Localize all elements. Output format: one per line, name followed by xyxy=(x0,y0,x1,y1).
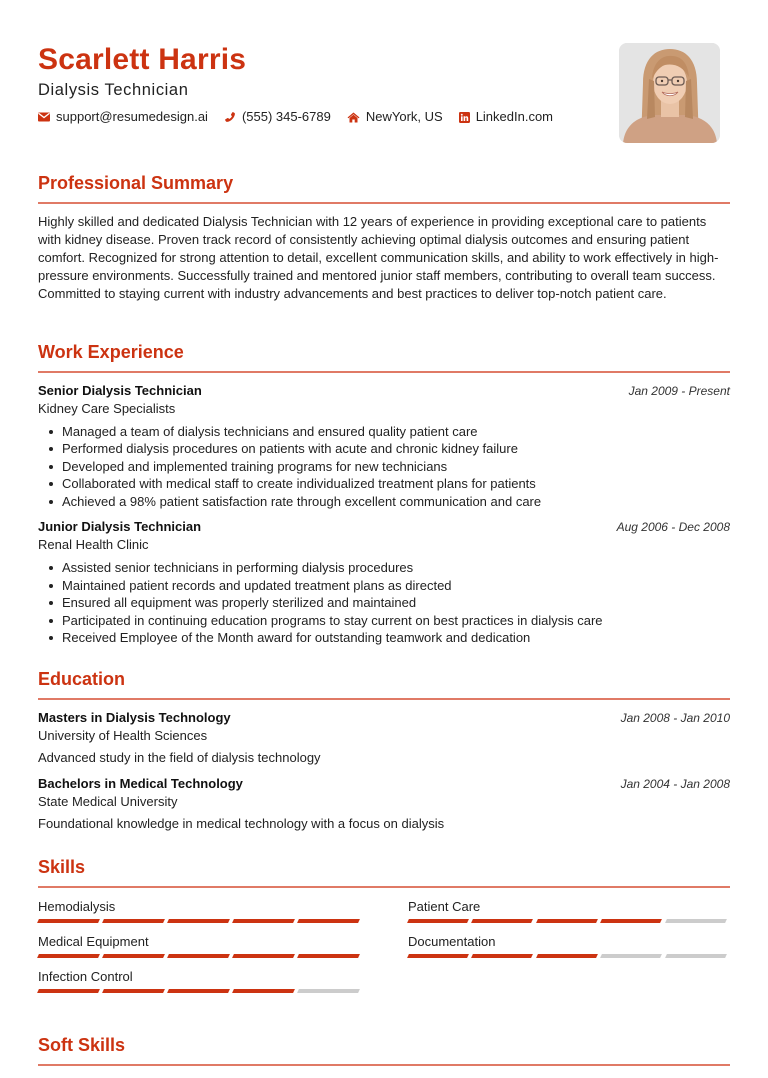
education-date: Jan 2008 - Jan 2010 xyxy=(620,710,730,725)
skill-segment-filled xyxy=(297,919,360,923)
skill-item xyxy=(38,968,408,994)
skill-segment-filled xyxy=(37,919,100,923)
section-divider xyxy=(38,698,730,700)
candidate-title: Dialysis Technician xyxy=(38,81,189,99)
home-icon xyxy=(347,112,360,123)
bullet-item: Assisted senior technicians in performing dialysis procedures xyxy=(48,559,730,577)
contact-row xyxy=(38,108,569,126)
skill-level-bar xyxy=(38,989,408,994)
summary-text: Highly skilled and dedicated Dialysis Technician with 12 years of experience in providing exceptional care to patients with kidney disease. Proven track record of consistently achieving optimal dialysis outcomes and ensuring patient comfort. Recognized for strong attention to detail, excellent communication skills, and ability to work effectively in high-pressure environments. Successfully trained and mentored junior staff members, contributing to overall team success. Committed to staying current with industry advancements and best practices to deliver top-notch patient care. xyxy=(38,213,719,301)
job-role: Junior Dialysis Technician xyxy=(38,519,202,534)
degree-name: Masters in Dialysis Technology xyxy=(38,709,231,725)
skill-segment-empty xyxy=(600,954,662,958)
job-bullets xyxy=(38,559,730,647)
portrait-illustration xyxy=(619,43,720,143)
summary-section xyxy=(38,172,730,303)
skill-segment-filled xyxy=(232,989,295,993)
experience-heading: Work Experience xyxy=(38,342,184,362)
bullet-item: Received Employee of the Month award for outstanding teamwork and dedication xyxy=(48,629,730,647)
job-org: Renal Health Clinic xyxy=(38,537,149,552)
contact-linkedin-text: LinkedIn.com xyxy=(475,109,554,124)
skill-segment-filled xyxy=(37,989,100,993)
candidate-name: Scarlett Harris xyxy=(38,43,247,76)
skill-segment-filled xyxy=(471,919,533,923)
school-name: State Medical University xyxy=(38,793,178,809)
envelope-icon xyxy=(38,112,50,122)
skill-segment-empty xyxy=(297,989,360,993)
degree-name: Bachelors in Medical Technology xyxy=(38,775,243,791)
skill-segment-filled xyxy=(167,919,230,923)
contact-email-text: support@resumedesign.ai xyxy=(56,109,208,124)
bullet-item: Maintained patient records and updated treatment plans as directed xyxy=(48,577,730,595)
skill-segment-filled xyxy=(600,919,662,923)
skill-level-bar xyxy=(38,919,408,924)
bullet-item: Managed a team of dialysis technicians and ensured quality patient care xyxy=(48,423,730,441)
skill-segment-filled xyxy=(407,954,469,958)
skills-section xyxy=(38,856,730,994)
skill-segment-filled xyxy=(37,954,100,958)
soft-skills-heading: Soft Skills xyxy=(38,1035,126,1055)
profile-photo xyxy=(619,43,720,143)
education-description: Advanced study in the field of dialysis technology xyxy=(38,749,321,765)
skill-segment-filled xyxy=(232,919,295,923)
job-entry xyxy=(38,518,730,647)
skill-name: Infection Control xyxy=(38,968,133,984)
skill-segment-filled xyxy=(102,919,165,923)
resume-page xyxy=(38,0,730,1055)
summary-heading: Professional Summary xyxy=(38,173,234,193)
job-entry xyxy=(38,382,730,511)
skills-heading: Skills xyxy=(38,857,86,877)
skill-segment-filled xyxy=(297,954,360,958)
skill-item xyxy=(38,898,408,924)
bullet-item: Ensured all equipment was properly sterilized and maintained xyxy=(48,594,730,612)
education-date: Jan 2004 - Jan 2008 xyxy=(620,776,730,791)
job-org: Kidney Care Specialists xyxy=(38,400,176,416)
skill-item xyxy=(38,933,408,959)
education-entry xyxy=(38,709,730,767)
skill-segment-empty xyxy=(665,919,727,923)
skill-name: Documentation xyxy=(408,933,496,949)
section-divider xyxy=(38,886,730,888)
skill-segment-filled xyxy=(232,954,295,958)
skill-segment-filled xyxy=(407,919,469,923)
bullet-item: Achieved a 98% patient satisfaction rate through excellent communication and care xyxy=(48,493,730,511)
phone-icon xyxy=(224,111,236,123)
education-entry xyxy=(38,775,730,833)
skill-segment-filled xyxy=(471,954,533,958)
job-date: Jan 2009 - Present xyxy=(628,383,730,398)
skill-segment-filled xyxy=(536,919,598,923)
skill-level-bar xyxy=(38,954,408,959)
skill-segment-filled xyxy=(167,954,230,958)
skill-segment-filled xyxy=(167,989,230,993)
skills-grid xyxy=(38,898,730,994)
contact-phone-text: (555) 345-6789 xyxy=(241,109,331,124)
skill-level-bar xyxy=(408,954,730,959)
education-heading: Education xyxy=(38,669,126,689)
skill-name: Hemodialysis xyxy=(38,898,116,914)
resume-header xyxy=(38,0,730,160)
skill-level-bar xyxy=(408,919,730,924)
contact-location-text: NewYork, US xyxy=(365,109,443,124)
job-date: Aug 2006 - Dec 2008 xyxy=(616,520,730,534)
skill-segment-empty xyxy=(665,954,727,958)
skill-name: Medical Equipment xyxy=(38,933,149,949)
skill-item xyxy=(408,898,730,924)
contact-phone[interactable] xyxy=(224,108,331,126)
skill-segment-filled xyxy=(102,989,165,993)
skill-name: Patient Care xyxy=(408,898,481,914)
contact-linkedin[interactable] xyxy=(459,108,553,126)
linkedin-icon xyxy=(459,112,470,123)
section-divider xyxy=(38,202,730,204)
school-name: University of Health Sciences xyxy=(38,727,208,743)
education-section xyxy=(38,668,730,833)
skill-segment-filled xyxy=(102,954,165,958)
contact-location[interactable] xyxy=(347,108,443,126)
experience-section xyxy=(38,341,730,647)
bullet-item: Developed and implemented training programs for new technicians xyxy=(48,458,730,476)
skill-segment-filled xyxy=(536,954,598,958)
section-divider xyxy=(38,371,730,373)
bullet-item: Performed dialysis procedures on patients with acute and chronic kidney failure xyxy=(48,440,730,458)
job-role: Senior Dialysis Technician xyxy=(38,382,202,398)
contact-email[interactable] xyxy=(38,108,208,126)
job-bullets xyxy=(38,423,730,511)
skill-item xyxy=(408,933,730,959)
bullet-item: Collaborated with medical staff to create individualized treatment plans for patients xyxy=(48,475,730,493)
bullet-item: Participated in continuing education programs to stay current on best practices in dialysis care xyxy=(48,612,730,630)
section-divider xyxy=(38,1064,730,1066)
soft-skills-section xyxy=(38,1034,730,1066)
education-description: Foundational knowledge in medical technology with a focus on dialysis xyxy=(38,815,445,831)
